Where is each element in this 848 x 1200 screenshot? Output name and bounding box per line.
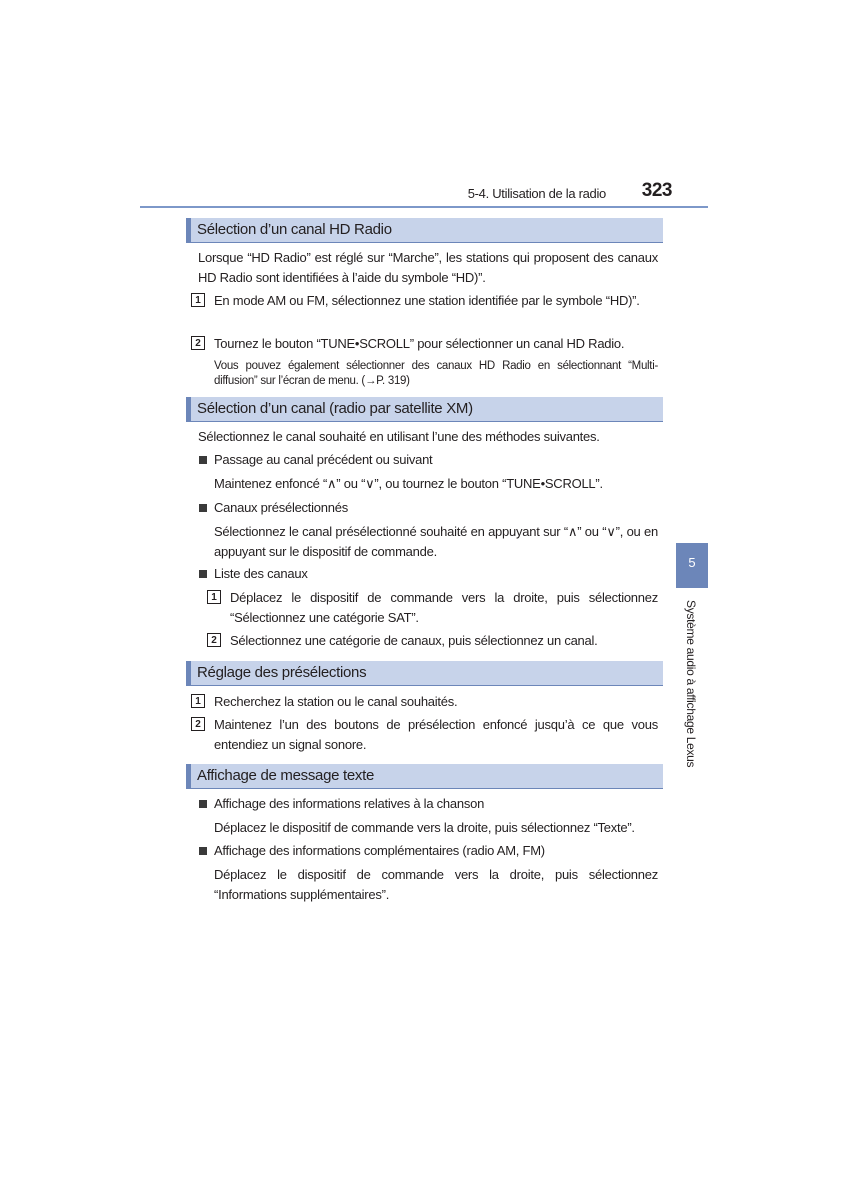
square-bullet-icon: [199, 570, 207, 578]
subsection-heading: Canaux présélectionnés: [214, 500, 348, 515]
note-text: Vous pouvez également sélectionner des canaux HD Radio en sélectionnant “Multi-diffusion” sur l’écran de menu. (→P. 319): [214, 360, 658, 387]
step-number: 2: [191, 717, 205, 731]
section-heading-presets: [186, 661, 663, 686]
section-heading-text-message: [186, 764, 663, 789]
square-bullet-icon: [199, 504, 207, 512]
step-number: 1: [207, 590, 221, 604]
subsection-heading: Passage au canal précédent ou suivant: [214, 452, 433, 467]
square-bullet-icon: [199, 456, 207, 464]
step-text: Tournez le bouton “TUNE•SCROLL” pour sélectionner un canal HD Radio.: [214, 336, 625, 351]
section-title: Sélection d’un canal HD Radio: [197, 221, 392, 238]
paragraph: Sélectionnez le canal présélectionné souhaité en appuyant sur “∧” ou “∨”, ou en appuyant sur le dispositif de commande.: [214, 524, 658, 559]
header-rule: [140, 206, 708, 208]
section-header-title: 5-4. Utilisation de la radio: [467, 186, 606, 201]
square-bullet-icon: [199, 847, 207, 855]
section-title: Réglage des présélections: [197, 664, 367, 681]
page-number: 323: [641, 180, 672, 201]
step-text: Recherchez la station ou le canal souhaités.: [214, 694, 458, 709]
paragraph: Maintenez enfoncé “∧” ou “∨”, ou tournez le bouton “TUNE•SCROLL”.: [214, 476, 603, 491]
subsection-heading: Affichage des informations complémentaires (radio AM, FM): [214, 843, 545, 858]
paragraph: Déplacez le dispositif de commande vers la droite, puis sélectionnez “Informations supplémentaires”.: [214, 867, 658, 902]
step-text: Maintenez l’un des boutons de présélection enfoncé jusqu’à ce que vous entendiez un signal sonore.: [214, 717, 658, 752]
chapter-tab: 5: [676, 543, 708, 588]
paragraph: Sélectionnez le canal souhaité en utilisant l’une des méthodes suivantes.: [198, 429, 600, 444]
subsection-heading: Liste des canaux: [214, 566, 308, 581]
step-text: Déplacez le dispositif de commande vers la droite, puis sélectionnez “Sélectionnez une catégorie SAT”.: [230, 590, 658, 625]
section-heading-hd-radio: [186, 218, 663, 243]
step-number: 1: [191, 293, 205, 307]
square-bullet-icon: [199, 800, 207, 808]
subsection-heading: Affichage des informations relatives à la chanson: [214, 796, 485, 811]
section-heading-xm-satellite: [186, 397, 663, 422]
step-text: En mode AM ou FM, sélectionnez une station identifiée par le symbole “HD)”.: [214, 293, 640, 308]
step-number: 2: [207, 633, 221, 647]
chapter-label: Système audio à affichage Lexus: [684, 600, 698, 768]
step-text: Sélectionnez une catégorie de canaux, puis sélectionnez un canal.: [230, 633, 598, 648]
section-title: Affichage de message texte: [197, 767, 375, 784]
section-title: Sélection d’un canal (radio par satellite XM): [197, 400, 473, 417]
step-number: 2: [191, 336, 205, 350]
paragraph: Lorsque “HD Radio” est réglé sur “Marche”, les stations qui proposent des canaux HD Radio sont identifiées à l’aide du symbole “HD)”.: [198, 250, 658, 285]
paragraph: Déplacez le dispositif de commande vers la droite, puis sélectionnez “Texte”.: [214, 820, 635, 835]
step-number: 1: [191, 694, 205, 708]
